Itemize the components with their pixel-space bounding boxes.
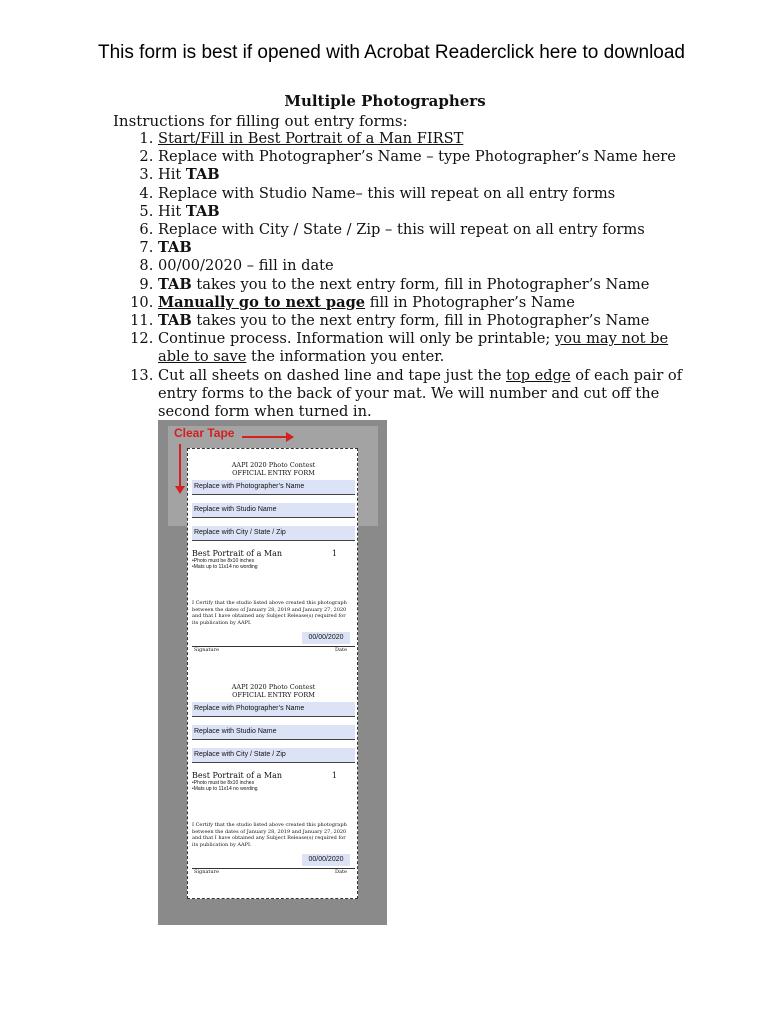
photographer-field: Replace with Photographer’s Name <box>192 702 355 717</box>
form-title: AAPI 2020 Photo Contest <box>231 461 316 469</box>
city-field: Replace with City / State / Zip <box>192 748 355 763</box>
instructions-intro: Instructions for filling out entry forms: <box>113 112 408 130</box>
studio-field: Replace with Studio Name <box>192 503 355 518</box>
step-12: 12. Continue process. Information will only be printable; you may not be able to save the information you enter. <box>158 330 698 366</box>
studio-field: Replace with Studio Name <box>192 725 355 740</box>
photographer-field: Replace with Photographer’s Name <box>192 480 355 495</box>
mounting-preview-image <box>158 420 387 925</box>
note-1: •Photo must be 8x10 inches <box>192 780 255 786</box>
entry-form-sheet <box>187 448 358 899</box>
acrobat-banner <box>0 42 770 72</box>
step-9: 9. TAB takes you to the next entry form, fill in Photographer’s Name <box>158 276 698 294</box>
step-2: 2. Replace with Photographer’s Name – type Photographer’s Name here <box>158 148 698 166</box>
city-field: Replace with City / State / Zip <box>192 526 355 541</box>
date-field: 00/00/2020 <box>302 854 350 866</box>
note-1: •Photo must be 8x10 inches <box>192 558 255 564</box>
form-subtitle: OFFICIAL ENTRY FORM <box>232 469 315 477</box>
category-row: Best Portrait of a Man 1 <box>192 771 337 780</box>
step-3: 3. Hit TAB <box>158 166 698 184</box>
down-arrow-icon <box>179 444 181 488</box>
form-title: AAPI 2020 Photo Contest <box>231 683 316 691</box>
form-subtitle: OFFICIAL ENTRY FORM <box>232 691 315 699</box>
step-7: 7. TAB <box>158 239 698 257</box>
step-4: 4. Replace with Studio Name– this will repeat on all entry forms <box>158 185 698 203</box>
certification-text: I Certify that the studio listed above created this photograph between the dates of January 28, 2019 and January 27, 2020 and that I have obtained any Subject Release(s) required for its publication by AAPI. <box>192 822 347 848</box>
note-2: •Mats up to 11x14 no wording <box>192 786 258 792</box>
step-8: 8. 00/00/2020 – fill in date <box>158 257 698 275</box>
category-row: Best Portrait of a Man 1 <box>192 549 337 558</box>
page-heading: Multiple Photographers <box>284 92 486 110</box>
clear-tape-label: Clear Tape <box>174 426 235 440</box>
signature-line: Signature Date <box>192 868 355 875</box>
right-arrow-icon <box>242 436 288 438</box>
acrobat-notice: This form is best if opened with Acrobat Reader <box>98 42 498 63</box>
step-13: 13. Cut all sheets on dashed line and tape just the top edge of each pair of entry forms to the back of your mat. We will number and cut off the second form when turned in. <box>158 367 698 422</box>
signature-line: Signature Date <box>192 646 355 653</box>
step-11: 11. TAB takes you to the next entry form, fill in Photographer’s Name <box>158 312 698 330</box>
step-1: 1. Start/Fill in Best Portrait of a Man FIRST <box>158 130 698 148</box>
step-6: 6. Replace with City / State / Zip – this will repeat on all entry forms <box>158 221 698 239</box>
certification-text: I Certify that the studio listed above created this photograph between the dates of January 28, 2019 and January 27, 2020 and that I have obtained any Subject Release(s) required for its publication by AAPI. <box>192 600 347 626</box>
date-field: 00/00/2020 <box>302 632 350 644</box>
entry-form-2 <box>192 683 355 875</box>
instruction-list <box>113 130 698 421</box>
download-link[interactable]: click here to download <box>497 42 685 63</box>
step-10: 10. Manually go to next page fill in Photographer’s Name <box>158 294 698 312</box>
entry-form-1 <box>192 461 355 653</box>
note-2: •Mats up to 11x14 no wording <box>192 564 258 570</box>
step-5: 5. Hit TAB <box>158 203 698 221</box>
